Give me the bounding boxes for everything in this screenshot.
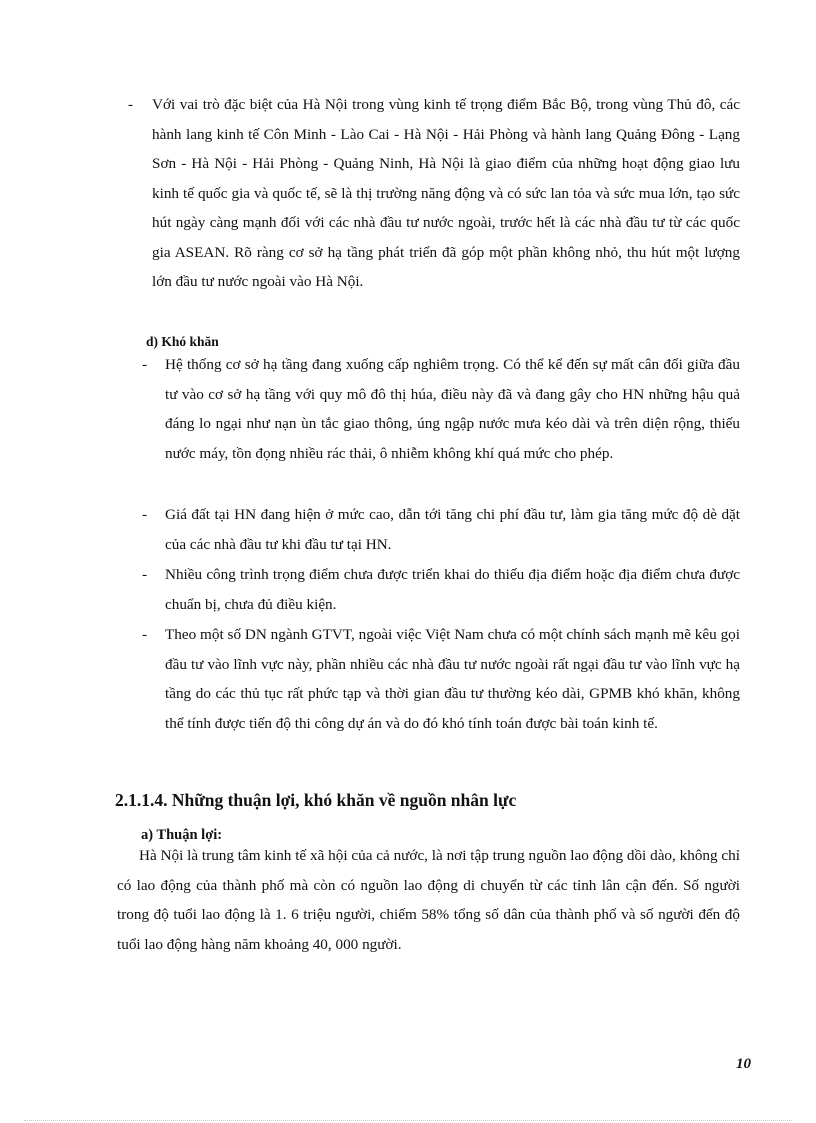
page-number: 10 bbox=[736, 1056, 751, 1072]
bullet-text: Hệ thống cơ sở hạ tầng đang xuống cấp nghiêm trọng. Có thể kể đến sự mất cân đối giữa đầu tư vào cơ sở hạ tầng với quy mô đô thị húa, điều này đã và đang gây cho HN những hậu quả đáng lo ngại như nạn ùn tắc giao thông, úng ngập nước mưa kéo dài và trên diện rộng, thiếu nước máy, tồn đọng nhiều rác thải, ô nhiễm không khí quá mức cho phép. bbox=[165, 356, 740, 462]
bullet-text: Với vai trò đặc biệt của Hà Nội trong vùng kinh tế trọng điểm Bắc Bộ, trong vùng Thủ đô, các hành lang kinh tế Côn Minh - Lào Cai - Hà Nội - Hải Phòng và hành lang Quảng Đông - Lạng Sơn - Hà Nội - Hải Phòng - Quảng Ninh, Hà Nội là giao điểm của những hoạt động giao lưu kinh tế quốc gia và quốc tế, sẽ là thị trường năng động và có sức lan tỏa và sức mua lớn, tạo sức hút ngày càng mạnh đối với các nhà đầu tư nước ngoài, trước hết là các nhà đầu tư từ các quốc gia ASEAN. Rõ ràng cơ sở hạ tầng phát triển đã góp một phần không nhỏ, thu hút một lượng lớn đầu tư nước ngoài vào Hà Nội. bbox=[152, 96, 740, 290]
bullet-text: Theo một số DN ngành GTVT, ngoài việc Việt Nam chưa có một chính sách mạnh mẽ kêu gọi đầu tư vào lĩnh vực này, phần nhiều các nhà đầu tư nước ngoài rất ngại đầu tư vào lĩnh vực hạ tầng do các thủ tục rất phức tạp và thời gian đầu tư thường kéo dài, GPMB khó khăn, không thể tính được tiến độ thi công dự án và do đó khó tính toán được bài toán kinh tế. bbox=[165, 626, 740, 732]
section-a-heading: a) Thuận lợi: bbox=[141, 827, 223, 843]
bullet-text: Nhiều công trình trọng điểm chưa được triển khai do thiếu địa điểm hoặc địa điểm chưa được chuẩn bị, chưa đủ điều kiện. bbox=[165, 566, 740, 613]
body-paragraph-workforce: Hà Nội là trung tâm kinh tế xã hội của cả nước, là nơi tập trung nguồn lao động dồi dào, không chỉ có lao động của thành phố mà còn có nguồn lao động di chuyển từ các tỉnh lân cận đến. Số người trong độ tuổi lao động là 1. 6 triệu người, chiếm 58% tổng số dân của thành phố và số người đến độ tuổi lao động hàng năm khoảng 40, 000 người. bbox=[117, 847, 740, 953]
bullet-dash: - bbox=[128, 96, 134, 113]
bullet-dash: - bbox=[142, 356, 148, 373]
bullet-text: Giá đất tại HN đang hiện ở mức cao, dẫn tới tăng chi phí đầu tư, làm gia tăng mức độ dè dặt của các nhà đầu tư khi đầu tư tại HN. bbox=[165, 506, 740, 553]
bullet-dash: - bbox=[142, 566, 148, 583]
page-bottom-divider bbox=[24, 1120, 792, 1121]
section-d-heading: d) Khó khăn bbox=[146, 334, 219, 349]
bullet-dash: - bbox=[142, 626, 148, 643]
bullet-dash: - bbox=[142, 506, 148, 523]
section-title-2114: 2.1.1.4. Những thuận lợi, khó khăn về nguồn nhân lực bbox=[115, 790, 517, 810]
